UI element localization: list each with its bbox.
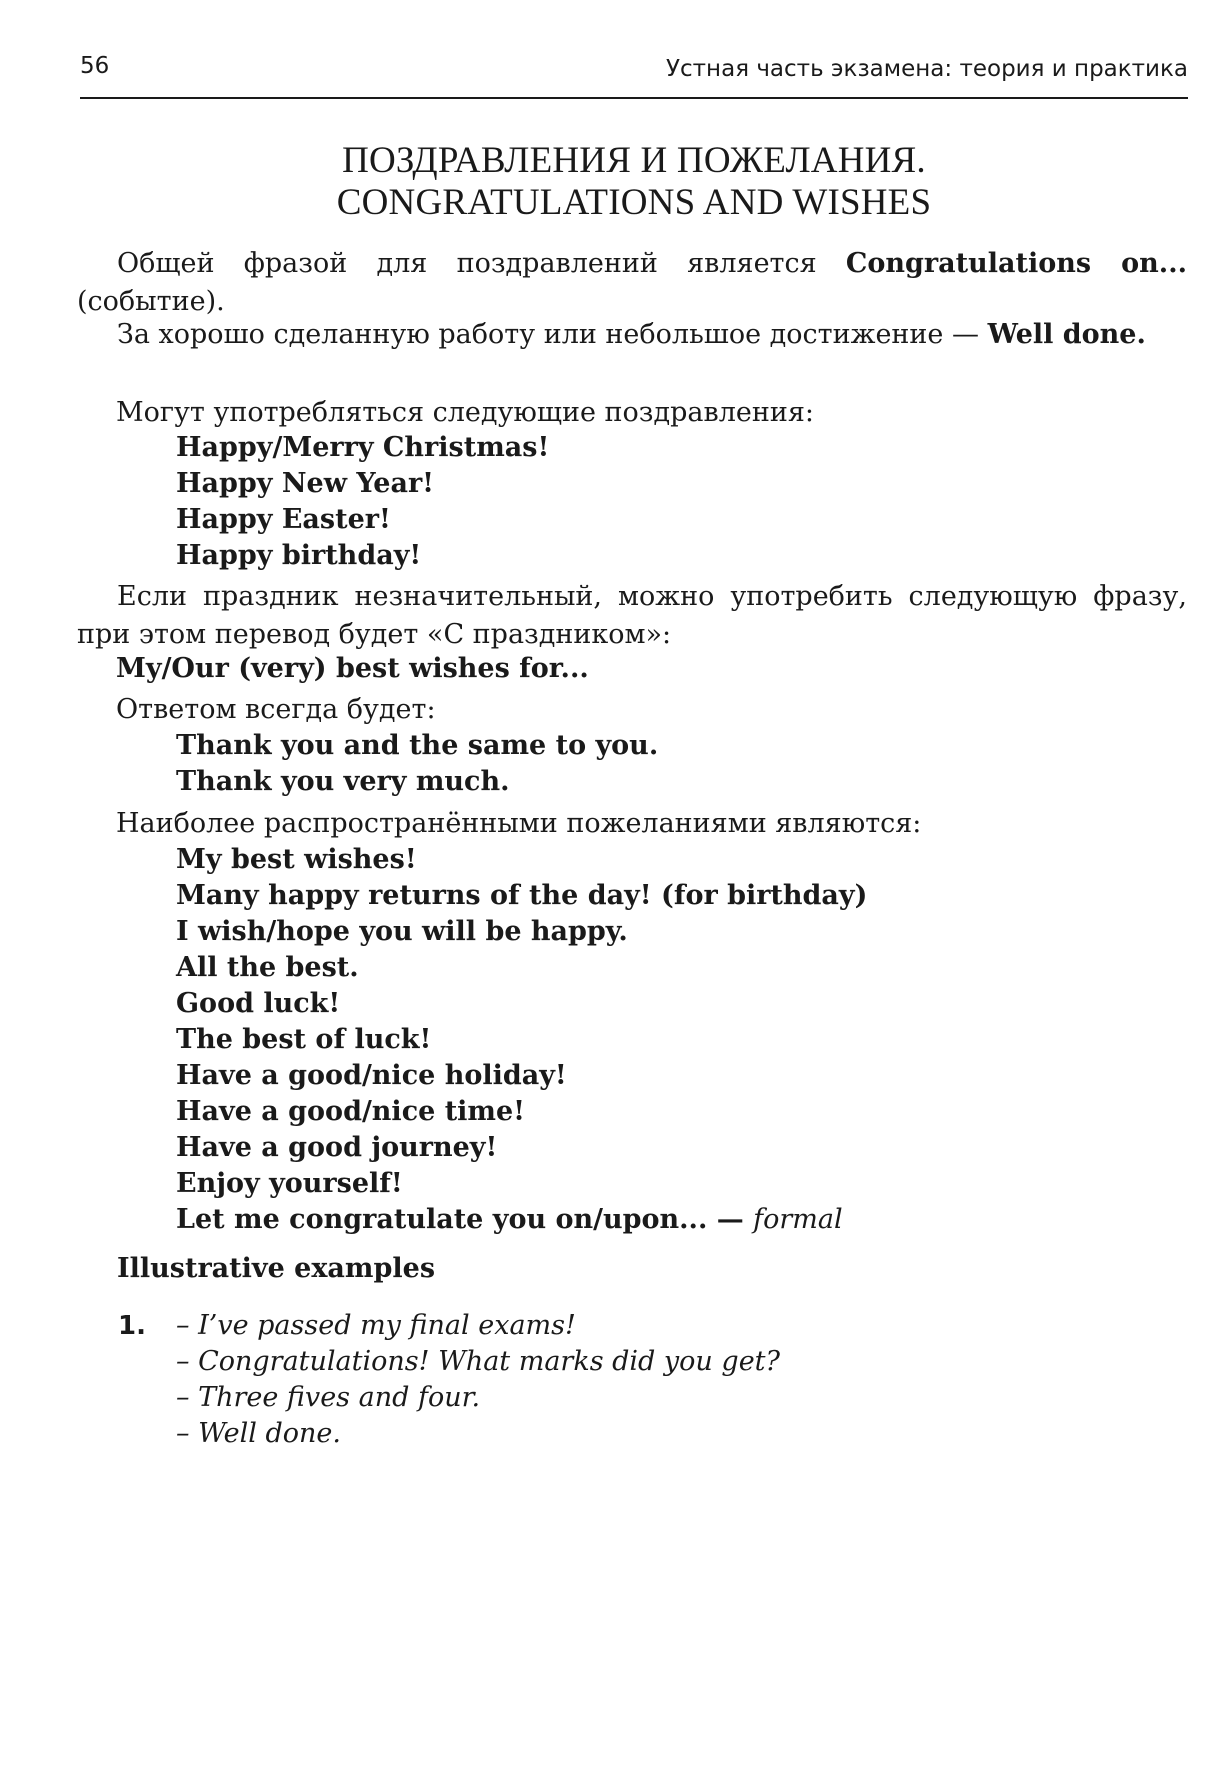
header-rule (80, 97, 1188, 99)
example-number: 1. (118, 1311, 146, 1341)
wishes-intro: Наиболее распространёнными пожеланиями являются: (116, 808, 922, 839)
phrase-item: All the best. (176, 952, 359, 983)
phrase-item: Have a good journey! (176, 1132, 498, 1163)
phrase-item: I wish/hope you will be happy. (176, 916, 628, 947)
phrase-item: Thank you very much. (176, 766, 510, 797)
phrase-item-formal (176, 1201, 843, 1239)
phrase-item: Happy/Merry Christmas! (176, 432, 550, 463)
dialogue-line: – Three fives and four. (176, 1382, 481, 1413)
intro-bold-phrase: Congratulations on... (845, 248, 1187, 279)
phrase-item: Have a good/nice time! (176, 1096, 526, 1127)
intro-paragraph-2 (77, 316, 1187, 354)
dialogue-line: – Well done. (176, 1418, 341, 1449)
intro-paragraph-1 (77, 245, 1187, 321)
intro-tail: (событие). (77, 286, 225, 317)
answer-intro: Ответом всегда будет: (116, 694, 436, 725)
minor-holiday-phrase: My/Our (very) best wishes for... (116, 653, 589, 684)
intro-bold-phrase-2: Well done. (987, 319, 1146, 350)
section-heading (80, 140, 1188, 224)
congratulations-intro: Могут употребляться следующие поздравления: (116, 397, 814, 428)
formal-note: formal (753, 1204, 843, 1235)
dialogue-line: – I’ve passed my final exams! (176, 1310, 576, 1341)
phrase-item: Happy Easter! (176, 504, 391, 535)
running-title: Устная часть экзамена: теория и практика (666, 56, 1188, 82)
formal-phrase: Let me congratulate you on/upon... — (176, 1204, 744, 1235)
phrase-item: Thank you and the same to you. (176, 730, 659, 761)
minor-holiday-paragraph: Если праздник незначительный, можно употребить следующую фразу, при этом перевод будет «С праздником»: (77, 581, 1187, 650)
phrase-item: Have a good/nice holiday! (176, 1060, 567, 1091)
phrase-item: My best wishes! (176, 844, 417, 875)
intro-text: Общей фразой для поздравлений является (117, 248, 846, 279)
intro-text-2: За хорошо сделанную работу или небольшое достижение — (117, 319, 988, 350)
phrase-item: The best of luck! (176, 1024, 432, 1055)
phrase-item: Many happy returns of the day! (for birthday) (176, 880, 868, 911)
page-number: 56 (80, 53, 110, 79)
running-head (80, 48, 1188, 88)
heading-line-en: CONGRATULATIONS AND WISHES (336, 182, 932, 223)
heading-line-ru: ПОЗДРАВЛЕНИЯ И ПОЖЕЛАНИЯ. (342, 140, 926, 181)
phrase-item: Happy New Year! (176, 468, 435, 499)
phrase-item: Good luck! (176, 988, 341, 1019)
examples-title: Illustrative examples (117, 1253, 436, 1284)
phrase-item: Enjoy yourself! (176, 1168, 403, 1199)
phrase-item: Happy birthday! (176, 540, 422, 571)
dialogue-line: – Congratulations! What marks did you get? (176, 1346, 780, 1377)
